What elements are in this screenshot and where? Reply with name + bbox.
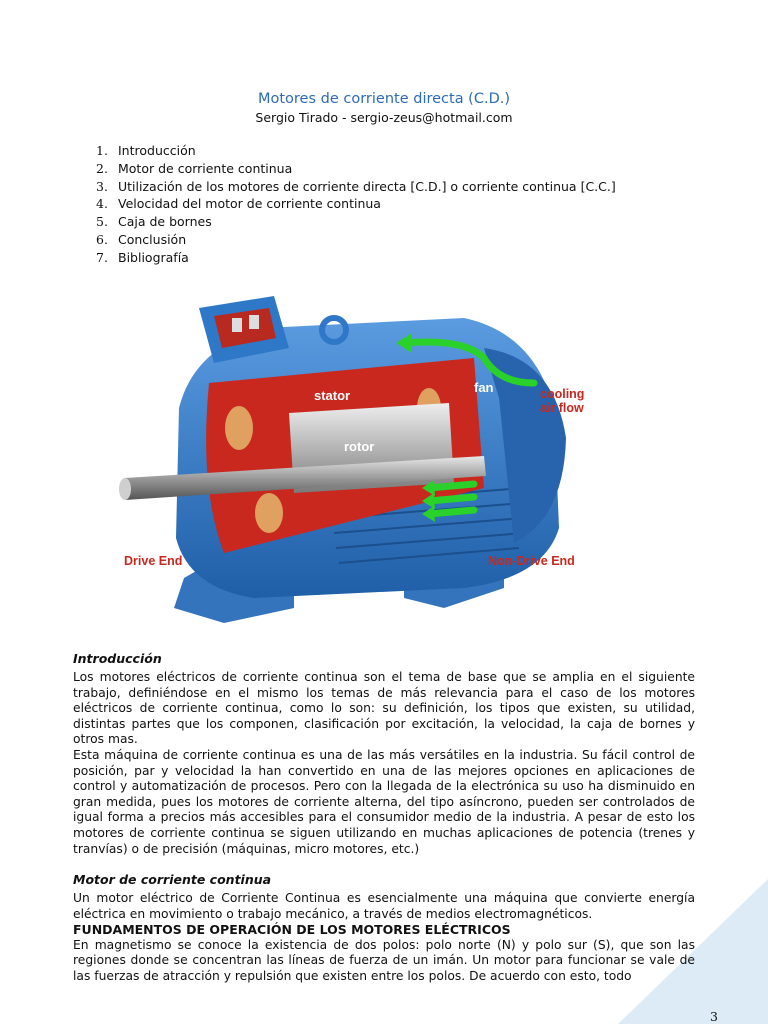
motor-cutaway-illustration (104, 288, 584, 630)
toc-item: 1. Introducción (96, 143, 196, 158)
fan-label: fan (474, 380, 494, 395)
stator-label: stator (314, 388, 351, 403)
section-heading-introduccion: Introducción (73, 651, 162, 666)
toc-item: 2. Motor de corriente continua (96, 160, 293, 176)
document-title: Motores de corriente directa (C.D.) (257, 91, 511, 107)
paragraph: En magnetismo se conoce la existencia de dos polos: polo norte (N) y polo sur (S), que son las regiones donde se concentran las líneas de fuerza de un imán. Un motor para funcionar se vale de las fuerzas de atracción y repulsión que existen entre los polos. De acuerdo con esto, todo (73, 937, 695, 983)
toc-item: 6. Conclusión (96, 231, 187, 247)
air-flow-label: air flow (540, 401, 584, 415)
rotor-label: rotor (344, 439, 375, 454)
motor-body (73, 891, 695, 985)
toc-item: 5. Caja de bornes (96, 214, 212, 230)
drive-end-label: Drive End (124, 554, 183, 568)
toc-item: 4. Velocidad del motor de corriente continua (96, 196, 381, 212)
toc-item: 3. Utilización de los motores de corriente directa [C.D.] o corriente continua [C.C.] (96, 178, 616, 194)
paragraph: Los motores eléctricos de corriente continua son el tema de base que se amplia en el siguiente trabajo, definiéndose en el mismo los temas de más relevancia para el caso de los motores eléctricos de corriente continua, como lo son: su definición, los tipos que existen, su utilidad, distintas partes que los componen, clasificación por excitación, la velocidad, la caja de bornes y otros mas. (73, 670, 695, 747)
subsection-heading-fundamentos: FUNDAMENTOS DE OPERACIÓN DE LOS MOTORES ELÉCTRICOS (73, 922, 511, 938)
paragraph: Esta máquina de corriente continua es una de las más versátiles en la industria. Su fácil control de posición, par y velocidad la han convertido en una de las mejores opciones en aplicaciones de control y automatización de procesos. Pero con la llegada de la electrónica su uso ha disminuido en gran medida, pues los motores de corriente alterna, del tipo asíncrono, pueden ser controlados de igual forma a precios más accesibles para el consumidor medio de la industria. A pesar de esto los motores de corriente continua se siguen utilizando en muchas aplicaciones de potencia (trenes y tranvías) o de precisión (máquinas, micro motores, etc.) (73, 747, 695, 856)
cooling-label: cooling (540, 387, 584, 401)
intro-body (73, 670, 695, 857)
non-drive-end-label: Non-Drive End (488, 554, 575, 568)
section-heading-motor: Motor de corriente continua (73, 872, 272, 887)
toc-item: 7. Bibliografía (96, 249, 189, 265)
paragraph: Un motor eléctrico de Corriente Continua es esencialmente una máquina que convierte energía eléctrica en movimiento o trabajo mecánico, a través de medios electromagnéticos. (73, 891, 695, 921)
page-number: 3 (710, 1009, 718, 1024)
table-of-contents (96, 142, 616, 267)
document-author: Sergio Tirado - sergio-zeus@hotmail.com (255, 110, 513, 125)
